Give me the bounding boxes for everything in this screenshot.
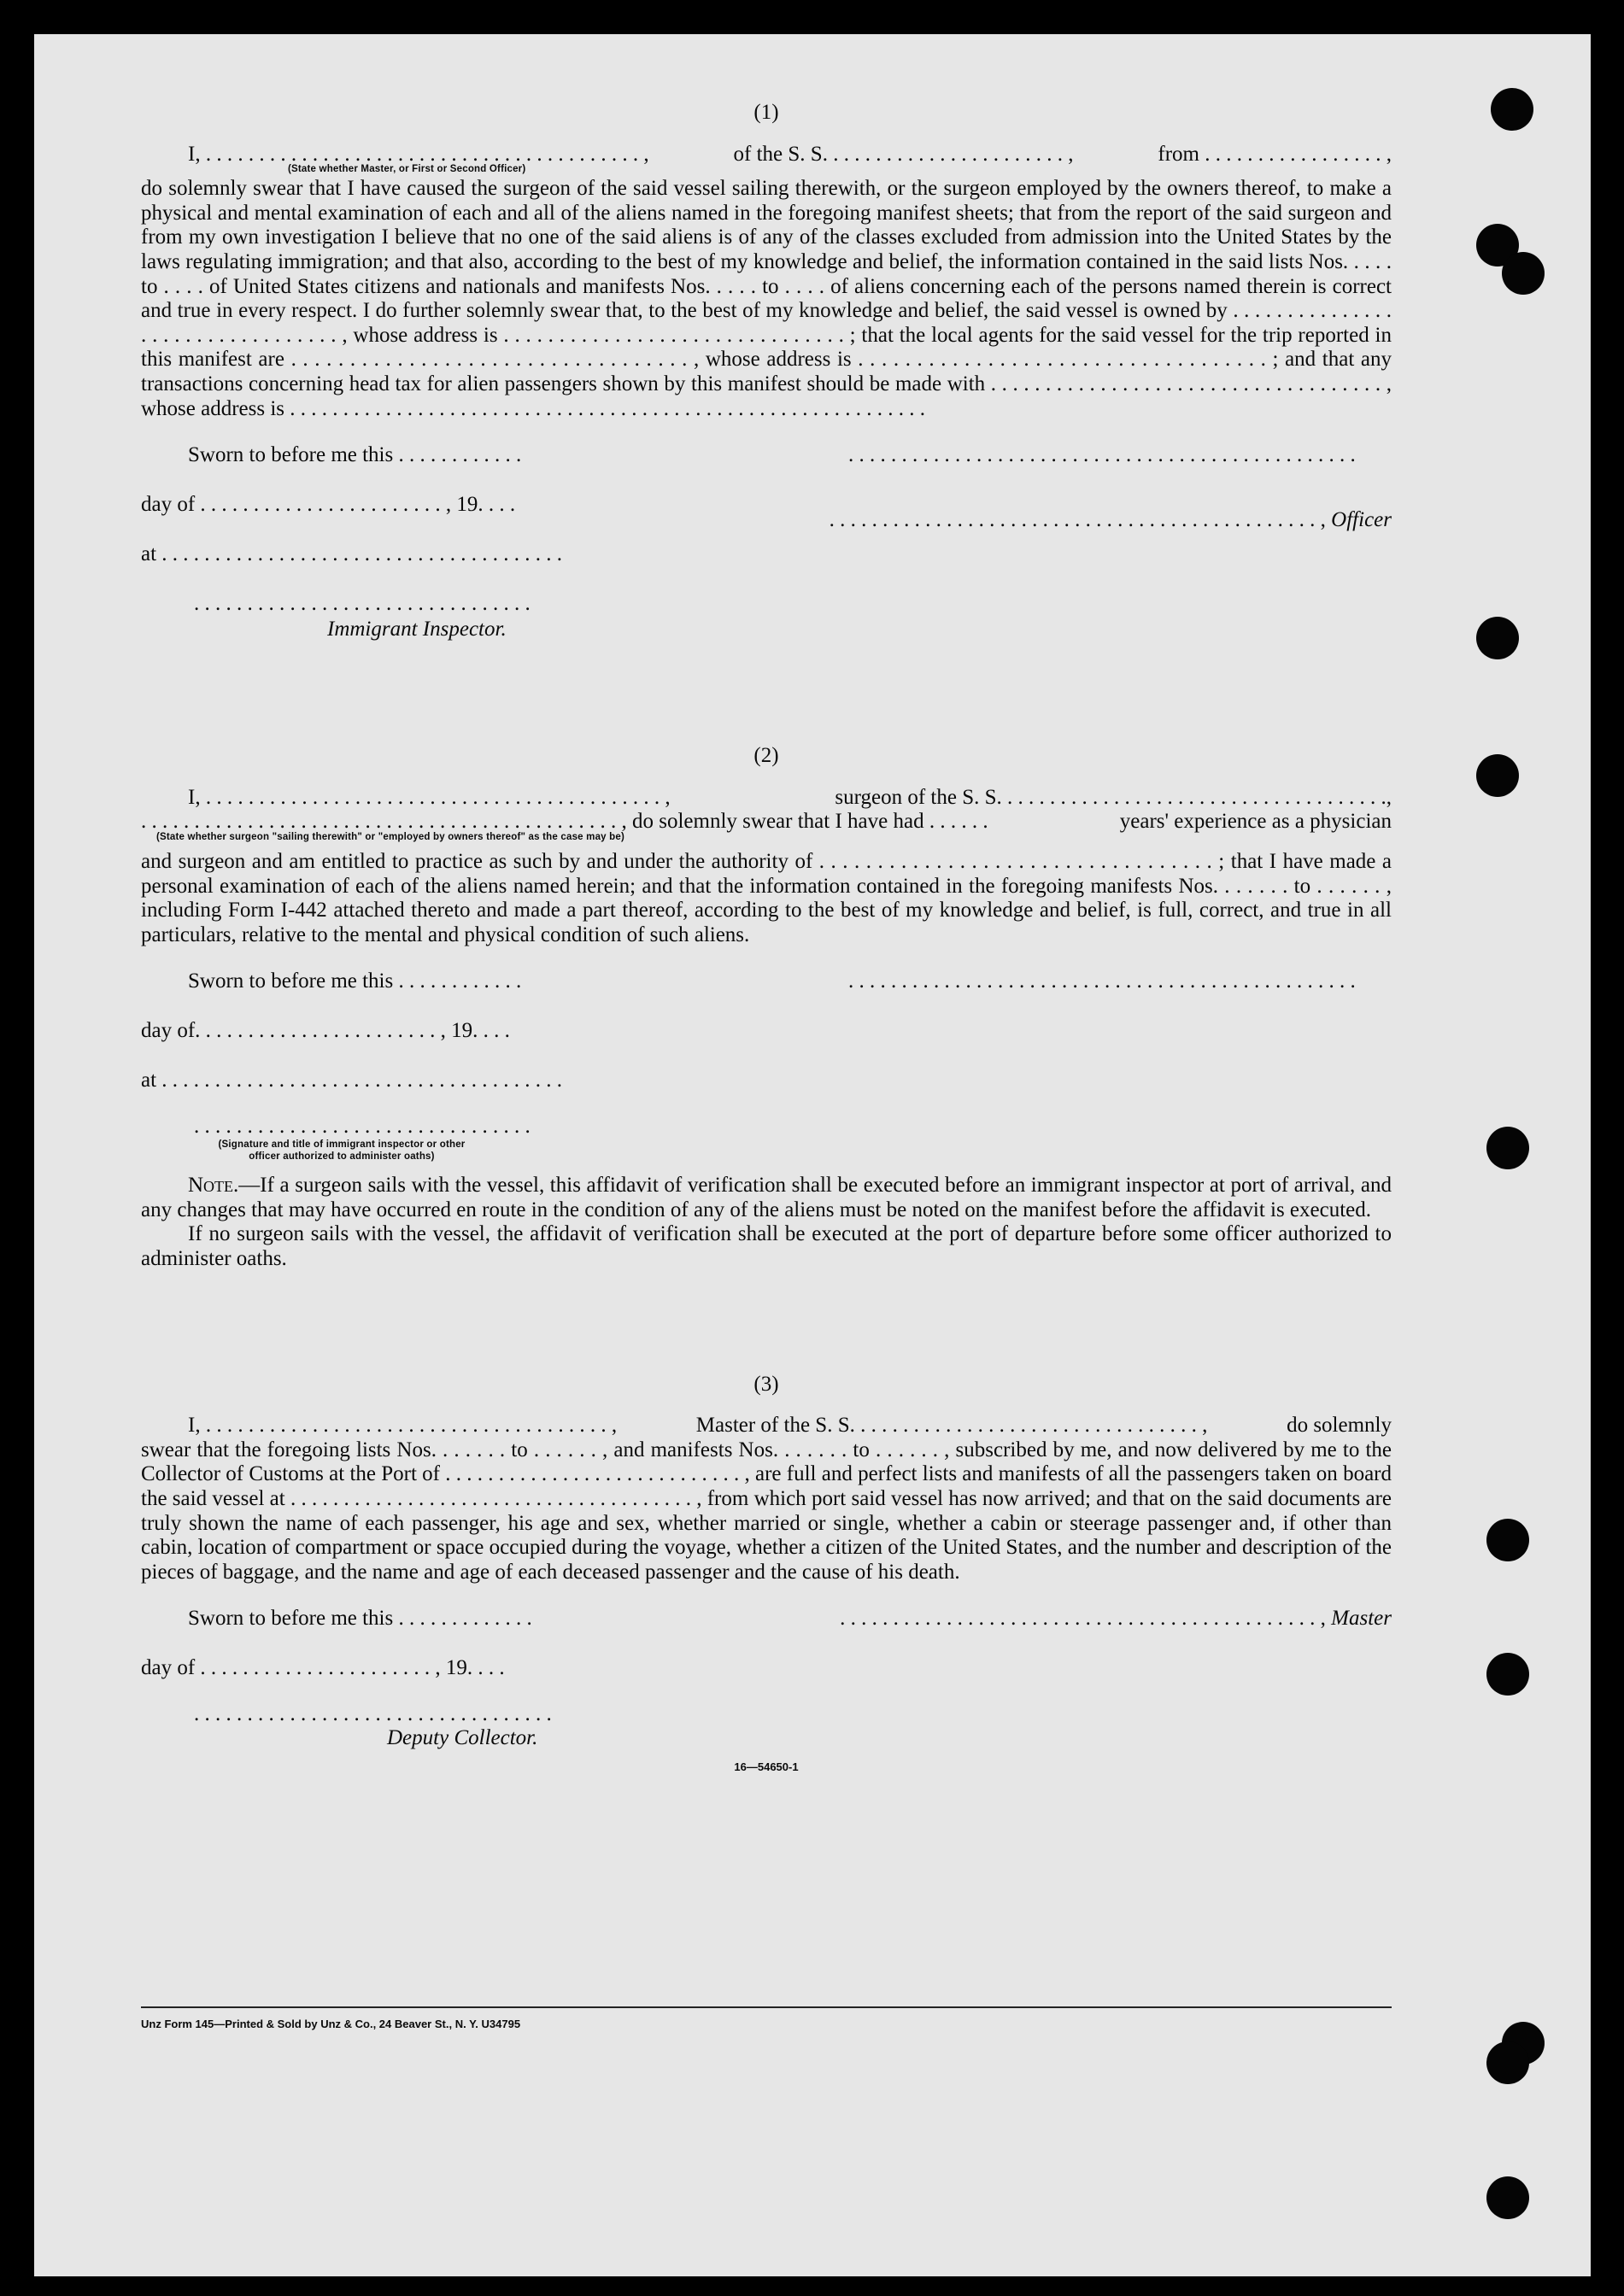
affidavit-2-first-line [141,786,1392,811]
signature-caption: Deputy Collector. [387,1726,538,1750]
affidavit-2-body: and surgeon and am entitled to practice as such by and under the authority of . . . . . . . . . . . . . . . . . . . . . . . . . . . . . . . . . . ; that I have made a personal examination of each of the aliens named herein; and that the information contained in the foregoing manifests Nos. . . . . . . to . . . . . . , including Form I-442 attached thereto and made a part thereof, according to the best of my knowledge and belief, is full, correct, and true in all particulars, relative to the mental and physical condition of such aliens. [141,849,1392,946]
affidavit-3-first-line [141,1414,1392,1438]
experience-line: . . . . . . . . . . . . . . . . . . . . . . . . . . . . . . . . . . . . . . . . . . . . . , do solemnly swear that I have had . . . . . . [141,810,988,834]
affidavit-2-signatures [141,964,1392,1165]
day-line: day of . . . . . . . . . . . . . . . . . . . . . . . , 19. . . . [141,493,516,517]
at-line: at . . . . . . . . . . . . . . . . . . . . . . . . . . . . . . . . . . . . . . [141,1069,563,1092]
binder-hole-8 [1486,1653,1529,1696]
section-heading: (3) [753,1372,779,1396]
sworn-line: Sworn to before me this . . . . . . . . . . . . [188,443,522,467]
note-label: Note. [188,1174,239,1198]
signature-caption: (Signature and title of immigrant inspector or other officer authorized to administer oaths) [218,1139,466,1163]
affidavit-1 [141,101,1392,660]
binder-hole-11 [1486,2176,1529,2219]
signature-line: . . . . . . . . . . . . . . . . . . . . . . . . . . . . . . . . . . [194,1702,552,1726]
signature-line: . . . . . . . . . . . . . . . . . . . . . . . . . . . . . . . . [194,592,531,616]
from-port-line: from . . . . . . . . . . . . . . . . . , [1158,142,1392,166]
printer-footer: Unz Form 145—Printed & Sold by Unz & Co., 24 Beaver St., N. Y. U34795 [141,2018,521,2030]
surgeon-name-line: I, . . . . . . . . . . . . . . . . . . . . . . . . . . . . . . . . . . . . . . . . . . . , [188,785,671,809]
binder-hole-5 [1476,754,1519,797]
affidavit-3 [141,1373,1392,1780]
surgeon-signature-line: . . . . . . . . . . . . . . . . . . . . . . . . . . . . . . . . . . . . . . . . . . . . . . . . [848,969,1356,993]
master-dots: . . . . . . . . . . . . . . . . . . . . . . . . . . . . . . . . . . . . . . . . . . . . . , [840,1607,1326,1631]
officer-name-line: I, . . . . . . . . . . . . . . . . . . . . . . . . . . . . . . . . . . . . . . . . . , [188,142,649,166]
binder-hole-3 [1502,252,1545,295]
section-heading: (2) [753,744,779,768]
binder-hole-10 [1486,2041,1529,2084]
binder-hole-4 [1476,617,1519,659]
note-text-1: —If a surgeon sails with the vessel, this affidavit of verification shall be executed before an immigrant inspector at port of arrival, and any changes that may have occurred en route in the condition of any of the aliens must be noted on the manifest before the affidavit is executed. [141,1174,1392,1221]
master-name-line: I, . . . . . . . . . . . . . . . . . . . . . . . . . . . . . . . . . . . . . . , [188,1414,618,1438]
vessel-name-line: of the S. S. . . . . . . . . . . . . . . . . . . . . . . , [733,142,1074,166]
section-heading: (1) [753,101,779,124]
day-line: day of. . . . . . . . . . . . . . . . . . . . . . . , 19. . . . [141,1019,510,1043]
officer-signature-line-1: . . . . . . . . . . . . . . . . . . . . . . . . . . . . . . . . . . . . . . . . . . . . . . . . [848,443,1356,467]
note-section [141,1174,1392,1271]
binder-hole-7 [1486,1519,1529,1561]
form-content [141,101,1392,1780]
affidavit-3-signatures [141,1602,1392,1750]
master-caption: Master [1331,1607,1392,1631]
officer-sub-note: (State whether Master, or First or Second Officer) [288,164,526,175]
officer-signature-line-2 [830,508,1392,533]
officer-dots: . . . . . . . . . . . . . . . . . . . . . . . . . . . . . . . . . . . . . . . . . . . . . . , [829,508,1326,532]
affidavit-3-body: swear that the foregoing lists Nos. . . . . . . to . . . . . . , and manifests Nos. . . . . . . to . . . . . . , subscribed by me, and now delivered by me to the Collector of Customs at the Port of . . . . . . . . . . . . . . . . . . . . . . . . . . . . , are full and perfect lists and manifests of all the passengers taken on board the said vessel at . . . . . . . . . . . . . . . . . . . . . . . . . . . . . . . . . . . . . . , from which port said vessel has now arrived; and that on the said documents are truly shown the name of each passenger, his age and sex, whether married or single, whether a cabin or steerage passenger and, if other than cabin, location of compartment or space occupied during the voyage, whether a citizen of the United States, and the number and description of the pieces of baggage, and the name and age of each deceased passenger and the cause of his death. [141,1438,1392,1584]
note-paragraph-1 [141,1174,1392,1222]
signature-caption: Immigrant Inspector. [327,618,507,641]
affidavit-1-signatures [141,438,1392,660]
surgeon-vessel-line: surgeon of the S. S. . . . . . . . . . . . . . . . . . . . . . . . . . . . . . . . . . . . ., [835,785,1392,809]
affidavit-1-body: do solemnly swear that I have caused the surgeon of the said vessel sailing therewith, or the surgeon employed by the owners thereof, to make a physical and mental examination of each and all of the aliens named in the foregoing manifest sheets; that from the report of the said surgeon and from my own investigation I believe that no one of the said aliens is of any of the classes excluded from admission into the United States by the laws regulating immigration; and that also, according to the best of my knowledge and belief, the information contained in the said lists Nos. . . . . to . . . . of United States citizens and nationals and manifests Nos. . . . . to . . . . of aliens concerning each of the persons named therein is correct and true in every respect. I do further solemnly swear that, to the best of my knowledge and belief, the said vessel is owned by . . . . . . . . . . . . . . . . . . . . . . . . . . . . . . . . . , whose address is . . . . . . . . . . . . . . . . . . . . . . . . . . . . . . . ; that the local agents for the said vessel for the trip reported in this manifest are . . . . . . . . . . . . . . . . . . . . . . . . . . . . . . . . . . , whose address is . . . . . . . . . . . . . . . . . . . . . . . . . . . . . . . . . . . ; and that any transactions concerning head tax for alien passengers shown by this manifest should be made with . . . . . . . . . . . . . . . . . . . . . . . . . . . . . . . . . . . . , whose address is . . . . . . . . . . . . . . . . . . . . . . . . . . . . . . . . . . . . . . . . . . . . . . . . . . . . . . . . . . . . [141,177,1392,420]
form-number: 16—54650-1 [734,1760,799,1774]
affidavit-2 [141,744,1392,1165]
sworn-line: Sworn to before me this . . . . . . . . . . . . . [188,1607,532,1631]
surgeon-sub-note: (State whether surgeon "sailing therewith" or "employed by owners thereof" as the case may be) [156,831,625,842]
experience-line-end: years' experience as a physician [1119,810,1392,834]
day-line: day of . . . . . . . . . . . . . . . . . . . . . . , 19. . . . [141,1656,505,1680]
binder-hole-6 [1486,1127,1529,1169]
binder-hole-1 [1491,88,1533,131]
do-solemnly-text: do solemnly [1287,1414,1392,1438]
master-signature-line [840,1607,1392,1631]
signature-line: . . . . . . . . . . . . . . . . . . . . . . . . . . . . . . . . [194,1115,531,1139]
sworn-line: Sworn to before me this . . . . . . . . . . . . [188,969,522,993]
note-paragraph-2: If no surgeon sails with the vessel, the affidavit of verification shall be executed at the port of departure before some officer authorized to administer oaths. [141,1222,1392,1271]
footer-rule [141,2006,1392,2008]
officer-caption: Officer [1331,508,1392,532]
at-line: at . . . . . . . . . . . . . . . . . . . . . . . . . . . . . . . . . . . . . . [141,542,563,566]
master-vessel-line: Master of the S. S. . . . . . . . . . . . . . . . . . . . . . . . . . . . . . . . . , [695,1414,1208,1438]
